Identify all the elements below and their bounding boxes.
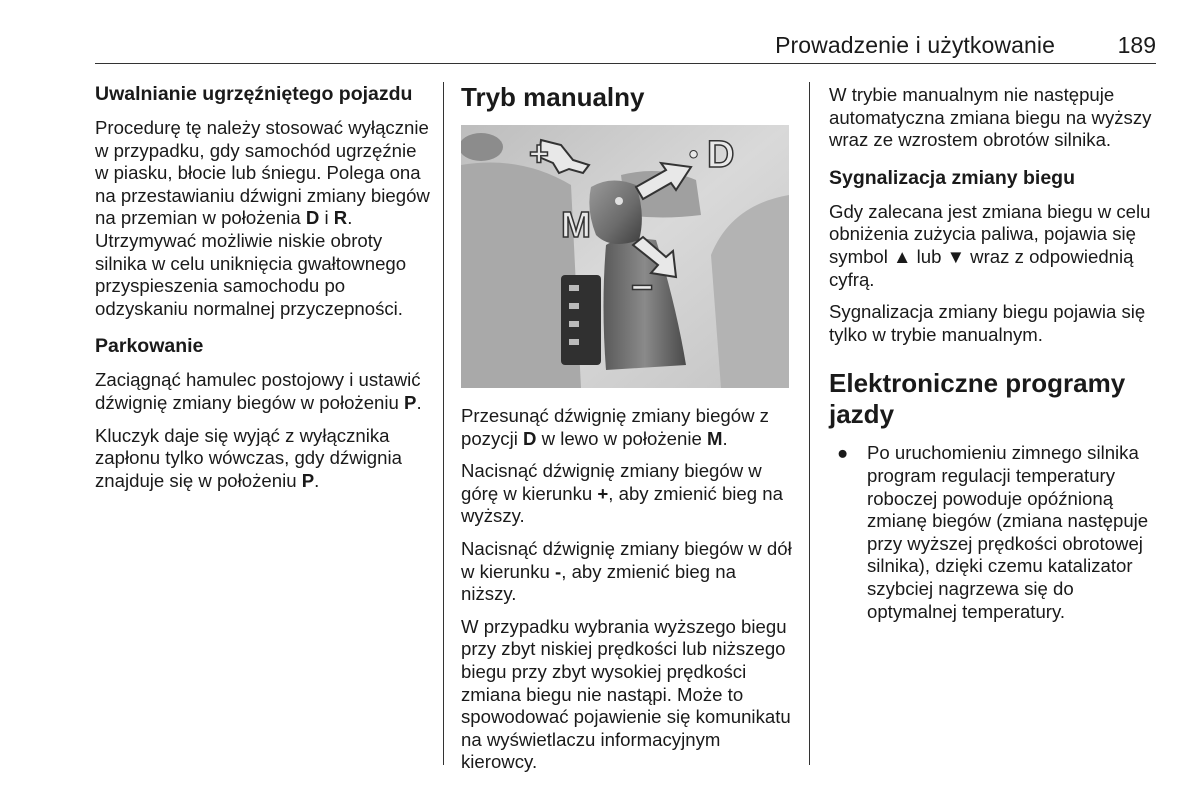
header-rule [95, 63, 1156, 64]
paragraph-unstuck: Procedurę tę należy stosować wyłącznie w przypadku, gdy samochód ugrzęźnie w piasku, błocie lub śniegu. Polega ona na przestawianiu dźwigni zmiany biegów na przemian w położenia D i R. Utrzymywać możliwie niskie obroty silnika w celu uniknięcia gwałtownego przyspieszenia samochodu po odzyskaniu normalnej przyczepności. [95, 117, 430, 319]
paragraph-no-auto-upshift: W trybie manualnym nie następuje automatyczna zmiana biegu na wyższy wraz ze wzrostem obrotów silnika. [829, 84, 1152, 151]
heading-shift-indicator: Sygnalizacja zmiany biegu [829, 166, 1075, 189]
paragraph-shift-symbol: Gdy zalecana jest zmiana biegu w celu obniżenia zużycia paliwa, pojawia się symbol ▲ lub ▼ wraz z odpowiednią cyfrą. [829, 200, 1151, 290]
heading-manual-mode: Tryb manualny [461, 82, 645, 112]
bullet-list [829, 442, 1164, 623]
paragraph-shift-warning: W przypadku wybrania wyższego biegu przy zbyt niskiej prędkości lub niższego biegu przy zbyt wysokiej prędkości zmiana biegu nie nastąpi. Może to spowodować pojawienie się komunikatu na wyświetlaczu informacyjnym kierowcy. [461, 615, 791, 773]
paragraph-indicator-manual: Sygnalizacja zmiany biegu pojawia się tylko w trybie manualnym. [829, 301, 1146, 345]
d-label: D [707, 134, 735, 176]
column-divider-1 [443, 82, 444, 765]
page-number: 189 [1117, 32, 1156, 58]
bullet-text: Po uruchomieniu zimnego silnika program regulacji temperatury roboczej powoduje opóźnioną zmianę biegów (zmiana następuje przy wyższej prędkości obrotowej silnika), dzięki czemu katalizator szybciej nagrzewa się do optymalnej temperatury. [867, 442, 1149, 622]
paragraph-move-lever: Przesunąć dźwignię zmiany biegów z pozycji D w lewo w położenie M. [461, 405, 769, 449]
column-left [95, 82, 430, 502]
heading-unstuck-vehicle: Uwalnianie ugrzęźniętego pojazdu [95, 83, 413, 105]
plus-label: + [529, 135, 549, 173]
column-middle [461, 82, 796, 784]
paragraph-parking-brake: Zaciągnąć hamulec postojowy i ustawić dźwignię zmiany biegów w położeniu P. [95, 369, 422, 413]
gear-lever-photo [461, 125, 789, 388]
heading-electronic-programs: Elektroniczne programy jazdy [829, 368, 1126, 430]
paragraph-key-removal: Kluczyk daje się wyjąć z wyłącznika zapłonu tylko wówczas, gdy dźwignia znajduje się w położeniu P. [95, 424, 402, 491]
heading-parking: Parkowanie [95, 335, 204, 358]
paragraph-shift-up: Nacisnąć dźwignię zmiany biegów w górę w kierunku +, aby zmienić bieg na wyższy. [461, 460, 783, 527]
column-divider-2 [809, 82, 810, 765]
m-label: M [561, 204, 591, 245]
list-item [829, 442, 1164, 623]
column-right [829, 84, 1164, 623]
minus-label: − [631, 267, 654, 309]
dot-label: • [689, 139, 699, 169]
bullet-icon: ● [837, 442, 849, 464]
paragraph-shift-down: Nacisnąć dźwignię zmiany biegów w dół w kierunku -, aby zmienić bieg na niższy. [461, 537, 792, 605]
header-title: Prowadzenie i użytkowanie [775, 32, 1055, 58]
